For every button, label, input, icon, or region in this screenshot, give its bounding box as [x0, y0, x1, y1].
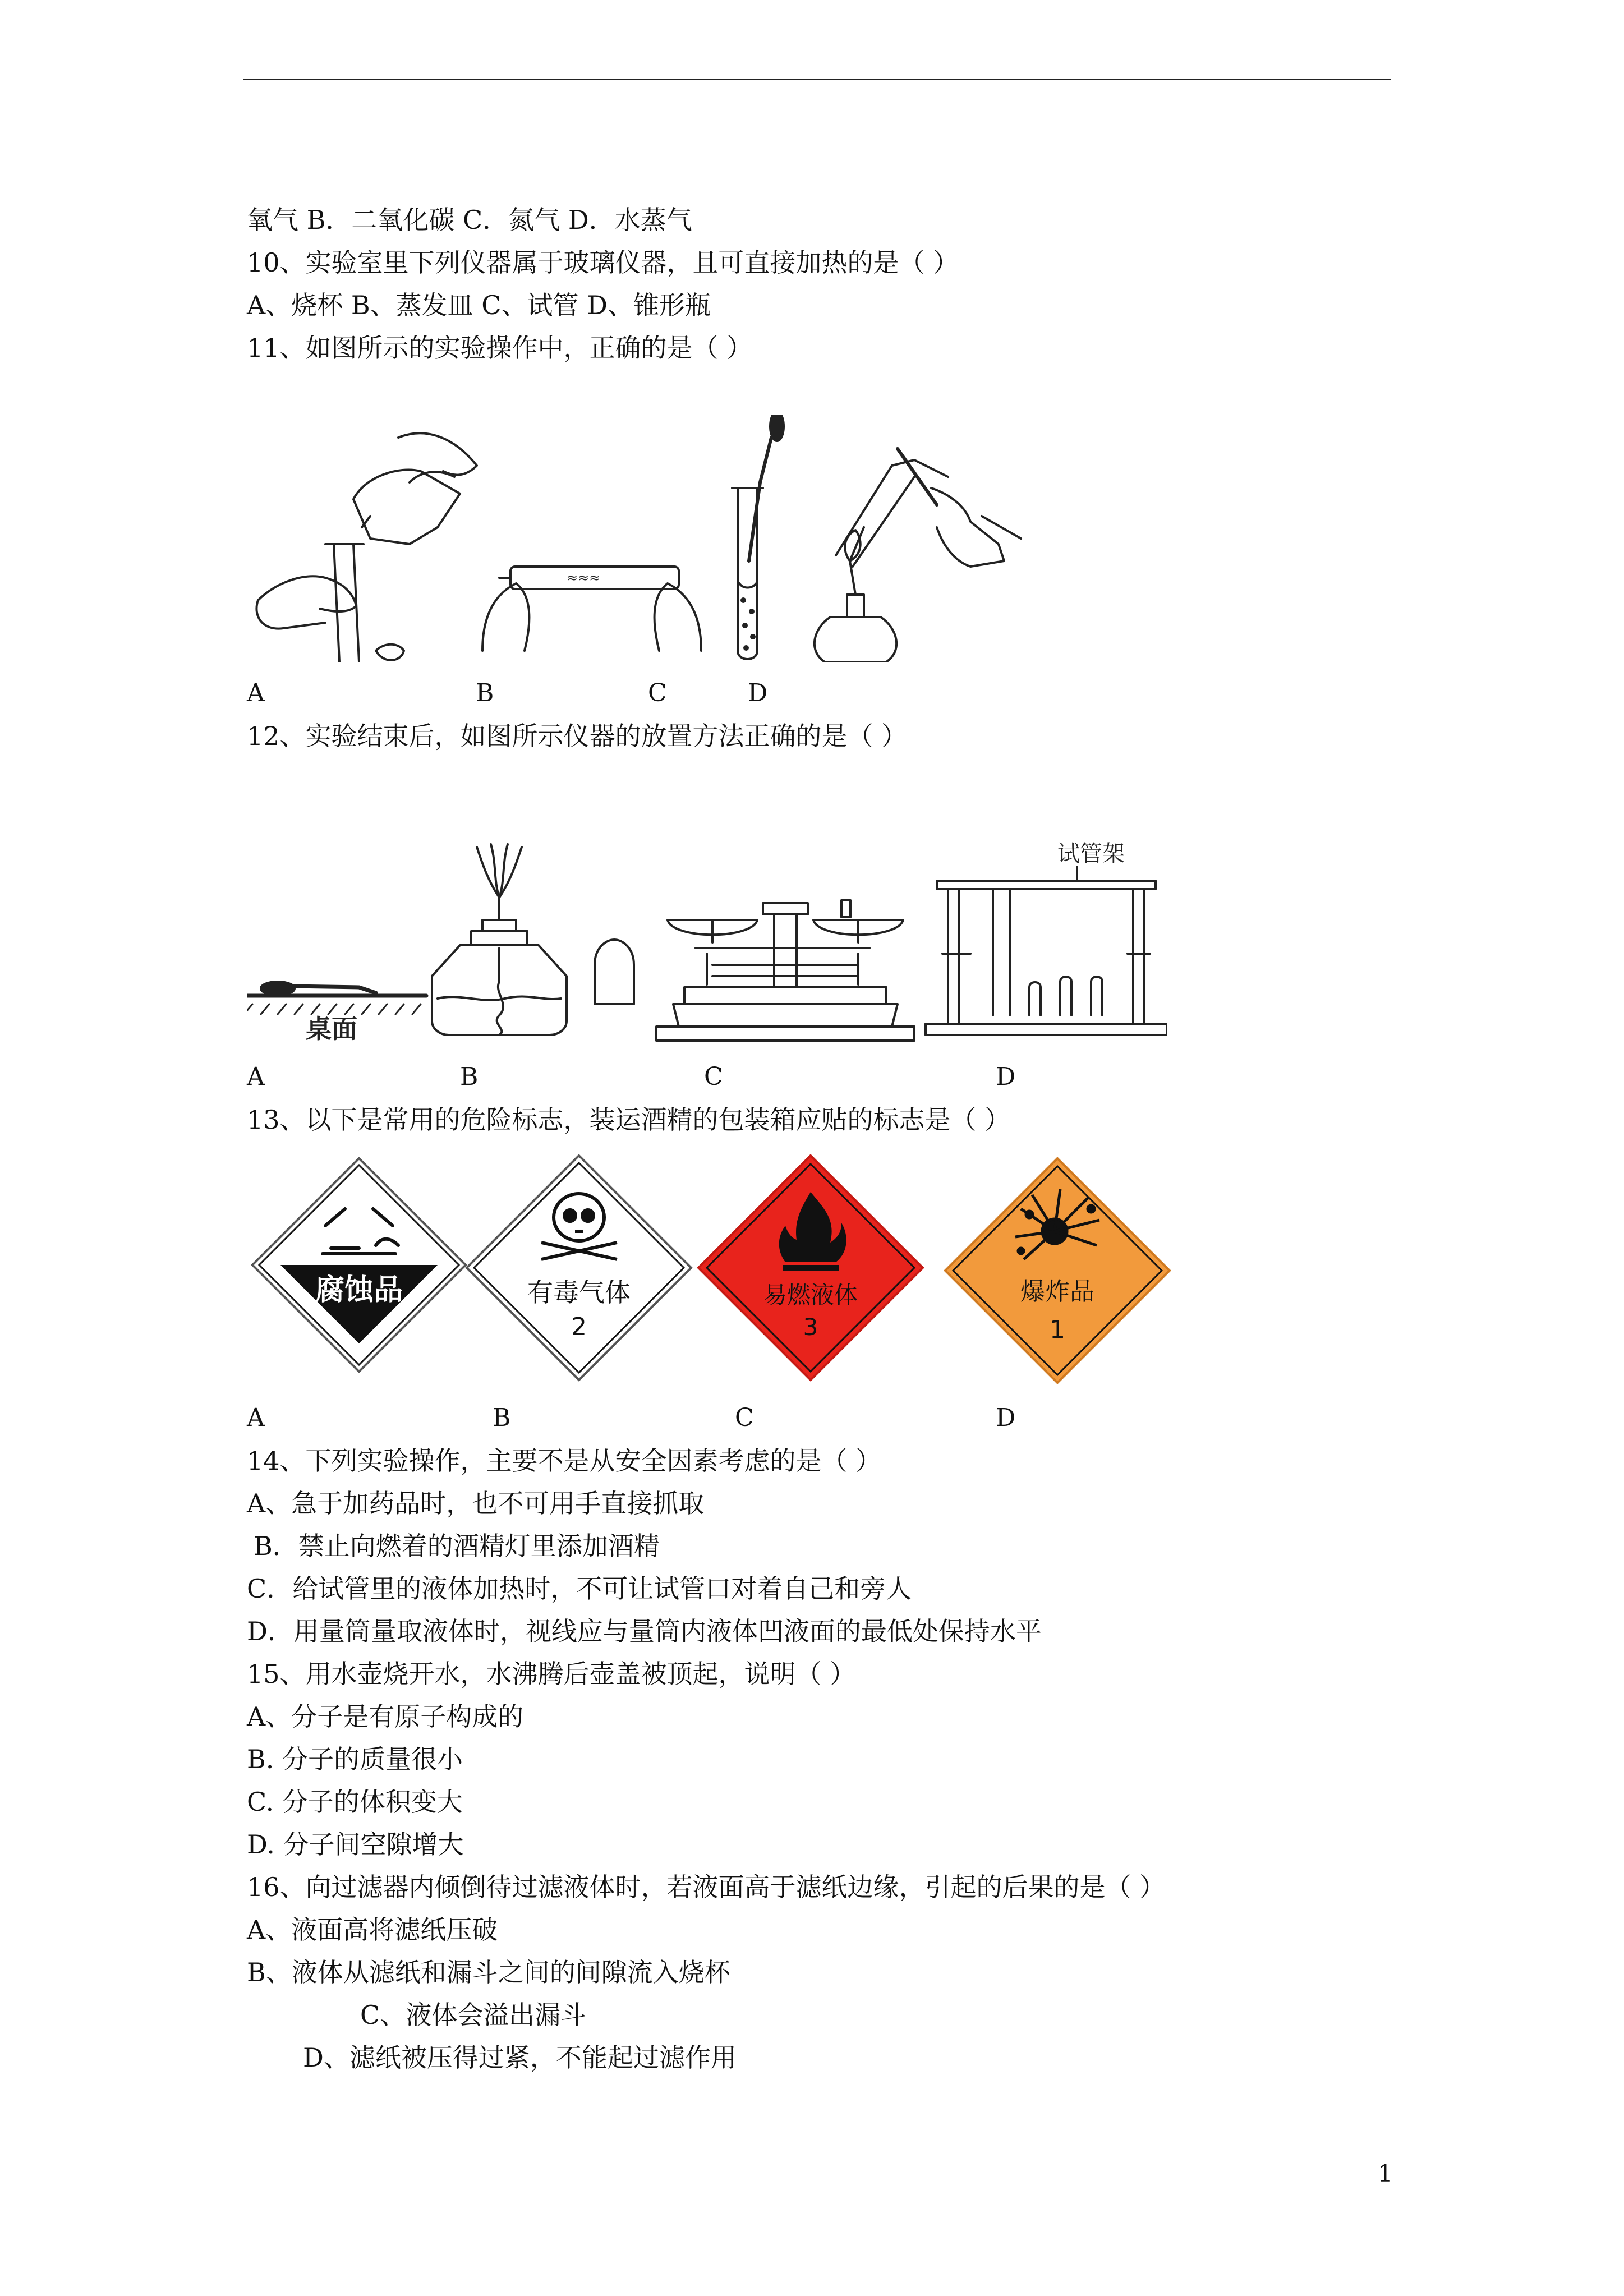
q13-label-b: B — [493, 1404, 511, 1432]
q11-d-heating-illustration — [815, 449, 1021, 662]
q12-b-alcohol-lamp — [432, 844, 634, 1035]
header-rule — [243, 79, 1391, 80]
q16-option-c: C、液体会溢出漏斗 — [360, 2000, 587, 2030]
q12-stem: 12、实验结束后，如图所示仪器的放置方法正确的是（ ） — [247, 721, 908, 751]
q16-option-b: B、液体从滤纸和漏斗之间的间隙流入烧杯 — [247, 1957, 730, 1987]
q12-label-d: D — [996, 1062, 1016, 1091]
hazard-sign-toxic-number: 2 — [571, 1313, 587, 1341]
q11-c-dropper-illustration — [732, 415, 784, 659]
q11-label-b: B — [476, 679, 494, 707]
q12-a-dropper-on-desk — [247, 982, 426, 1014]
q11-label-c: C — [648, 679, 667, 707]
q12-label-c: C — [704, 1062, 723, 1091]
hazard-sign-flammable-number: 3 — [803, 1313, 818, 1341]
q14-option-a: A、急于加药品时，也不可用手直接抓取 — [247, 1488, 705, 1519]
q10-options: A、烧杯 B、蒸发皿 C、试管 D、锥形瓶 — [247, 290, 711, 320]
q15-option-d: D. 分子间空隙增大 — [247, 1829, 464, 1860]
q15-option-c: C. 分子的体积变大 — [247, 1787, 463, 1817]
q9-options: 氧气 B．二氧化碳 C．氮气 D．水蒸气 — [247, 205, 692, 235]
q11-figure — [241, 415, 1038, 662]
q13-figure — [247, 1153, 1195, 1394]
hazard-sign-toxic — [467, 1156, 691, 1380]
q11-label-a: A — [247, 679, 265, 707]
hazard-sign-flammable — [698, 1156, 923, 1380]
q13-label-c: C — [735, 1404, 754, 1432]
q11-b-hands-illustration — [482, 567, 701, 651]
q16-option-d: D、滤纸被压得过紧，不能起过滤作用 — [303, 2042, 737, 2073]
q14-option-b: B．禁止向燃着的酒精灯里添加酒精 — [254, 1531, 660, 1561]
q15-stem: 15、用水壶烧开水，水沸腾后壶盖被顶起，说明（ ） — [247, 1659, 856, 1689]
hazard-sign-explosive — [945, 1158, 1170, 1383]
q12-label-a: A — [247, 1062, 265, 1091]
hazard-sign-corrosive — [252, 1158, 466, 1372]
q16-option-a: A、液面高将滤纸压破 — [247, 1915, 498, 1945]
hazard-sign-explosive-number: 1 — [1050, 1315, 1065, 1344]
q11-label-d: D — [748, 679, 768, 707]
q15-option-b: B. 分子的质量很小 — [247, 1744, 463, 1774]
q16-stem: 16、向过滤器内倾倒待过滤液体时，若液面高于滤纸边缘，引起的后果的是（ ） — [247, 1872, 1166, 1902]
hazard-sign-corrosive-text: 腐蚀品 — [315, 1273, 403, 1307]
q13-stem: 13、以下是常用的危险标志，装运酒精的包装箱应贴的标志是（ ） — [247, 1105, 1011, 1135]
q11-a-pouring-illustration — [256, 433, 477, 662]
q12-rack-label: 试管架 — [1057, 841, 1125, 867]
hazard-sign-explosive-text: 爆炸品 — [1020, 1277, 1094, 1306]
hazard-sign-toxic-text: 有毒气体 — [527, 1277, 631, 1308]
q14-stem: 14、下列实验操作，主要不是从安全因素考虑的是（ ） — [247, 1446, 882, 1476]
q12-d-test-tube-rack — [926, 867, 1167, 1035]
q12-label-b: B — [460, 1062, 479, 1091]
q12-figure — [247, 836, 1167, 1049]
page-number: 1 — [1378, 2160, 1393, 2187]
q12-desk-label: 桌面 — [306, 1014, 357, 1044]
hazard-sign-flammable-text: 易燃液体 — [763, 1281, 858, 1309]
q12-c-balance — [656, 900, 914, 1041]
q13-label-d: D — [996, 1404, 1016, 1432]
q10-stem: 10、实验室里下列仪器属于玻璃仪器，且可直接加热的是（ ） — [247, 247, 959, 278]
svg-text:≈≈≈: ≈≈≈ — [567, 570, 601, 586]
q11-stem: 11、如图所示的实验操作中，正确的是（ ） — [247, 333, 753, 363]
q14-option-c: C．给试管里的液体加热时，不可让试管口对着自己和旁人 — [247, 1573, 912, 1604]
q15-option-a: A、分子是有原子构成的 — [247, 1701, 524, 1732]
q13-label-a: A — [247, 1404, 265, 1432]
q14-option-d: D．用量筒量取液体时，视线应与量筒内液体凹液面的最低处保持水平 — [247, 1616, 1042, 1646]
